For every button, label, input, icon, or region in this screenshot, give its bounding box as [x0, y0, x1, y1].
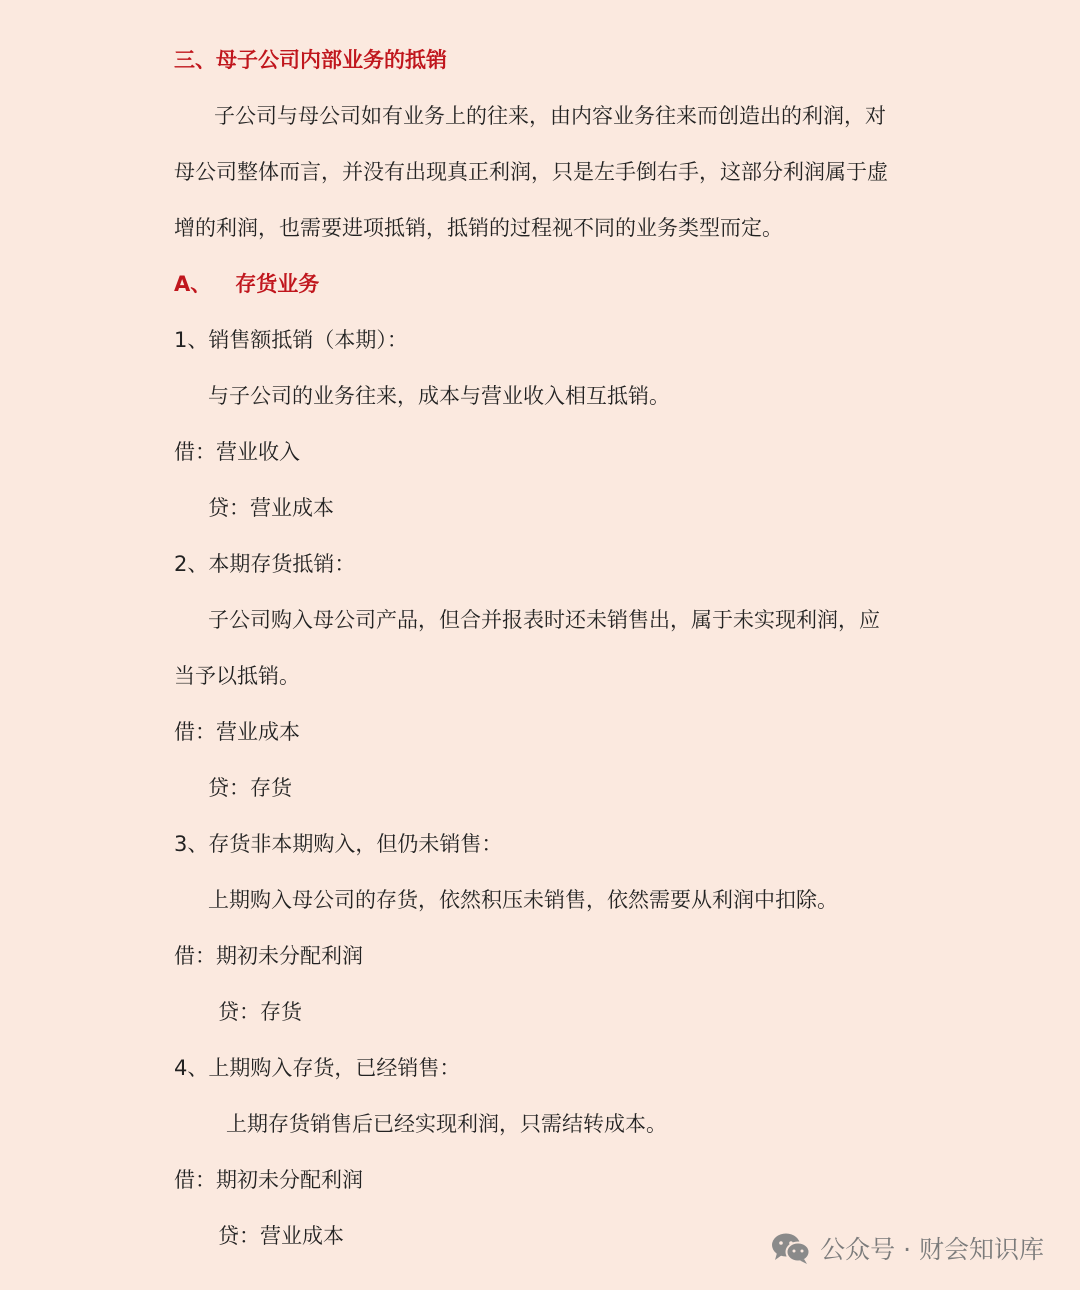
item-2-credit: 贷：存货 [208, 776, 292, 800]
item-4-debit: 借：期初未分配利润 [174, 1168, 363, 1192]
item-1-credit: 贷：营业成本 [208, 496, 334, 520]
item-4-desc: 上期存货销售后已经实现利润，只需结转成本。 [226, 1112, 667, 1136]
intro-line-3: 增的利润，也需要进项抵销，抵销的过程视不同的业务类型而定。 [174, 216, 783, 240]
item-2-debit: 借：营业成本 [174, 720, 300, 744]
item-3-credit: 贷：存货 [218, 1000, 302, 1024]
wechat-icon [770, 1231, 812, 1265]
item-3-title: 3、存货非本期购入，但仍未销售： [174, 832, 503, 856]
section-heading: 三、母子公司内部业务的抵销 [174, 48, 447, 72]
subheading-letter: A、 [174, 272, 212, 296]
item-2-desc-2: 当予以抵销。 [174, 664, 300, 688]
item-4-title: 4、上期购入存货，已经销售： [174, 1056, 461, 1080]
subheading-title: 存货业务 [235, 272, 320, 296]
item-1-title: 1、销售额抵销（本期）： [174, 328, 408, 352]
item-1-desc: 与子公司的业务往来，成本与营业收入相互抵销。 [208, 384, 670, 408]
item-3-desc: 上期购入母公司的存货，依然积压未销售，依然需要从利润中扣除。 [208, 888, 838, 912]
item-2-desc-1: 子公司购入母公司产品，但合并报表时还未销售出，属于未实现利润，应 [208, 608, 880, 632]
item-4-credit: 贷：营业成本 [218, 1224, 344, 1248]
intro-line-1: 子公司与母公司如有业务上的往来，由内容业务往来而创造出的利润，对 [214, 104, 886, 128]
item-2-title: 2、本期存货抵销： [174, 552, 356, 576]
watermark-text: 公众号 · 财会知识库 [820, 1235, 1044, 1264]
item-1-debit: 借：营业收入 [174, 440, 300, 464]
watermark [770, 1230, 1044, 1266]
intro-line-2: 母公司整体而言，并没有出现真正利润，只是左手倒右手，这部分利润属于虚 [174, 160, 888, 184]
item-3-debit: 借：期初未分配利润 [174, 944, 363, 968]
subheading-inventory [174, 270, 319, 298]
